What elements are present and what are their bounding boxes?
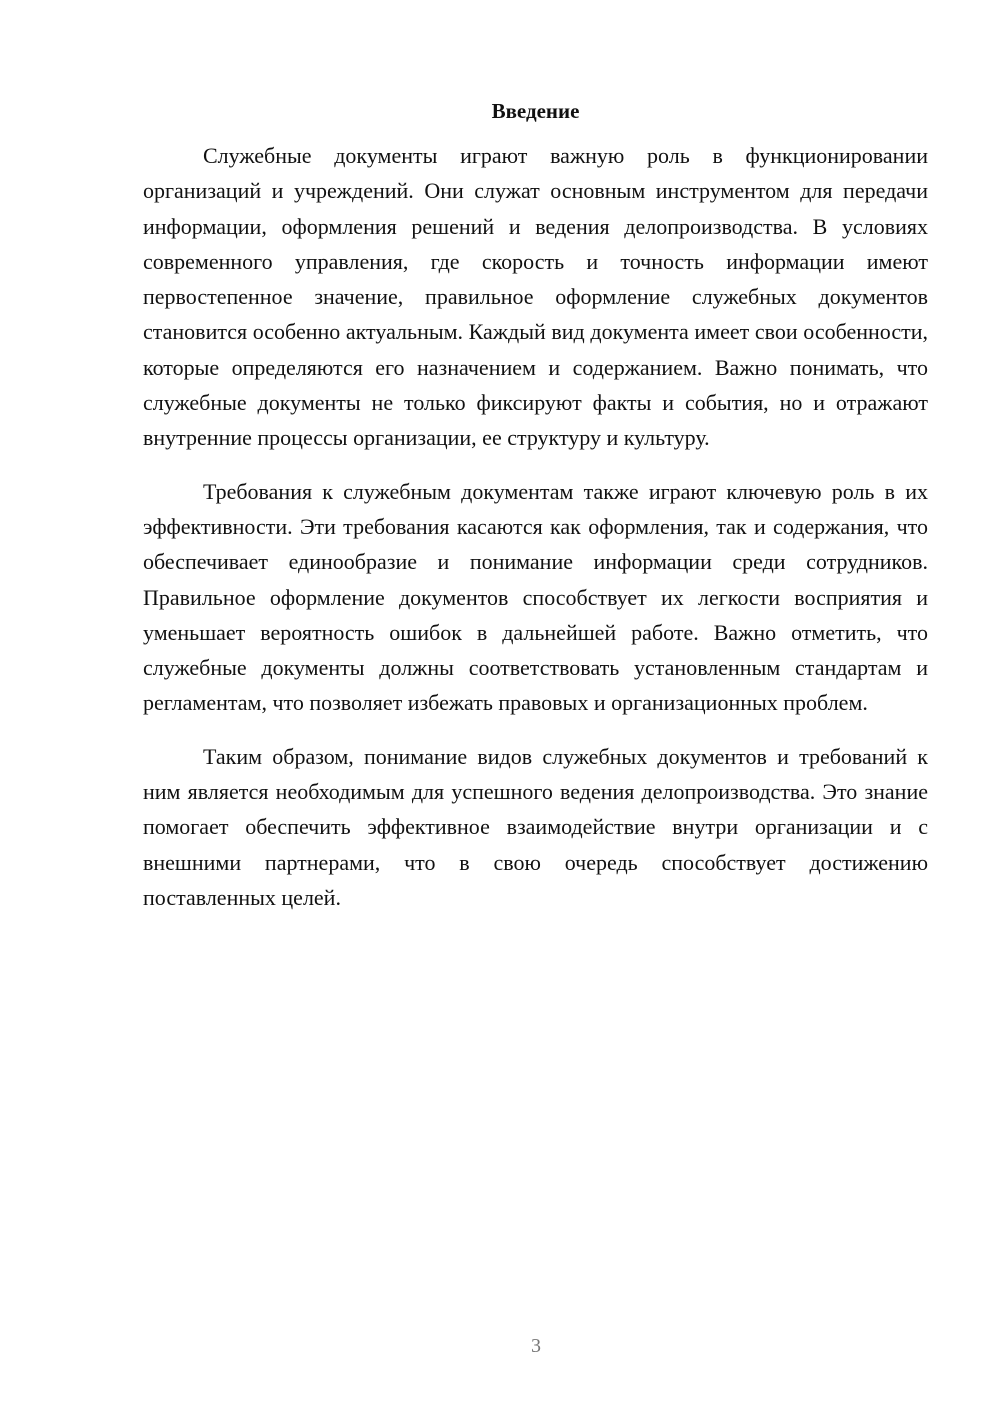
section-title: Введение <box>491 99 580 123</box>
page-content <box>143 96 928 915</box>
paragraph-3: Таким образом, понимание видов служебных документов и требований к ним является необходимым для успешного ведения делопроизводства. Это знание помогает обеспечить эффективное взаимодействие внутри организации и с внешними партнерами, что в свою очередь способствует достижению поставленных целей. <box>143 743 928 910</box>
paragraph-1: Служебные документы играют важную роль в функционировании организаций и учреждений. Они служат основным инструментом для передачи информации, оформления решений и ведения делопроизводства. В условиях современного управления, где скорость и точность информации имеют первостепенное значение, правильное оформление служебных документов становится особенно актуальным. Каждый вид документа имеет свои особенности, которые определяются его назначением и содержанием. Важно понимать, что служебные документы не только фиксируют факты и события, но и отражают внутренние процессы организации, ее структуру и культуру. <box>143 143 928 451</box>
paragraph-2: Требования к служебным документам также играют ключевую роль в их эффективности. Эти требования касаются как оформления, так и содержания, что обеспечивает единообразие и понимание информации среди сотрудников. Правильное оформление документов способствует их легкости восприятия и уменьшает вероятность ошибок в дальнейшей работе. Важно отметить, что служебные документы должны соответствовать установленным стандартам и регламентам, что позволяет избежать правовых и организационных проблем. <box>143 478 928 716</box>
page-number: 3 <box>531 1335 541 1357</box>
